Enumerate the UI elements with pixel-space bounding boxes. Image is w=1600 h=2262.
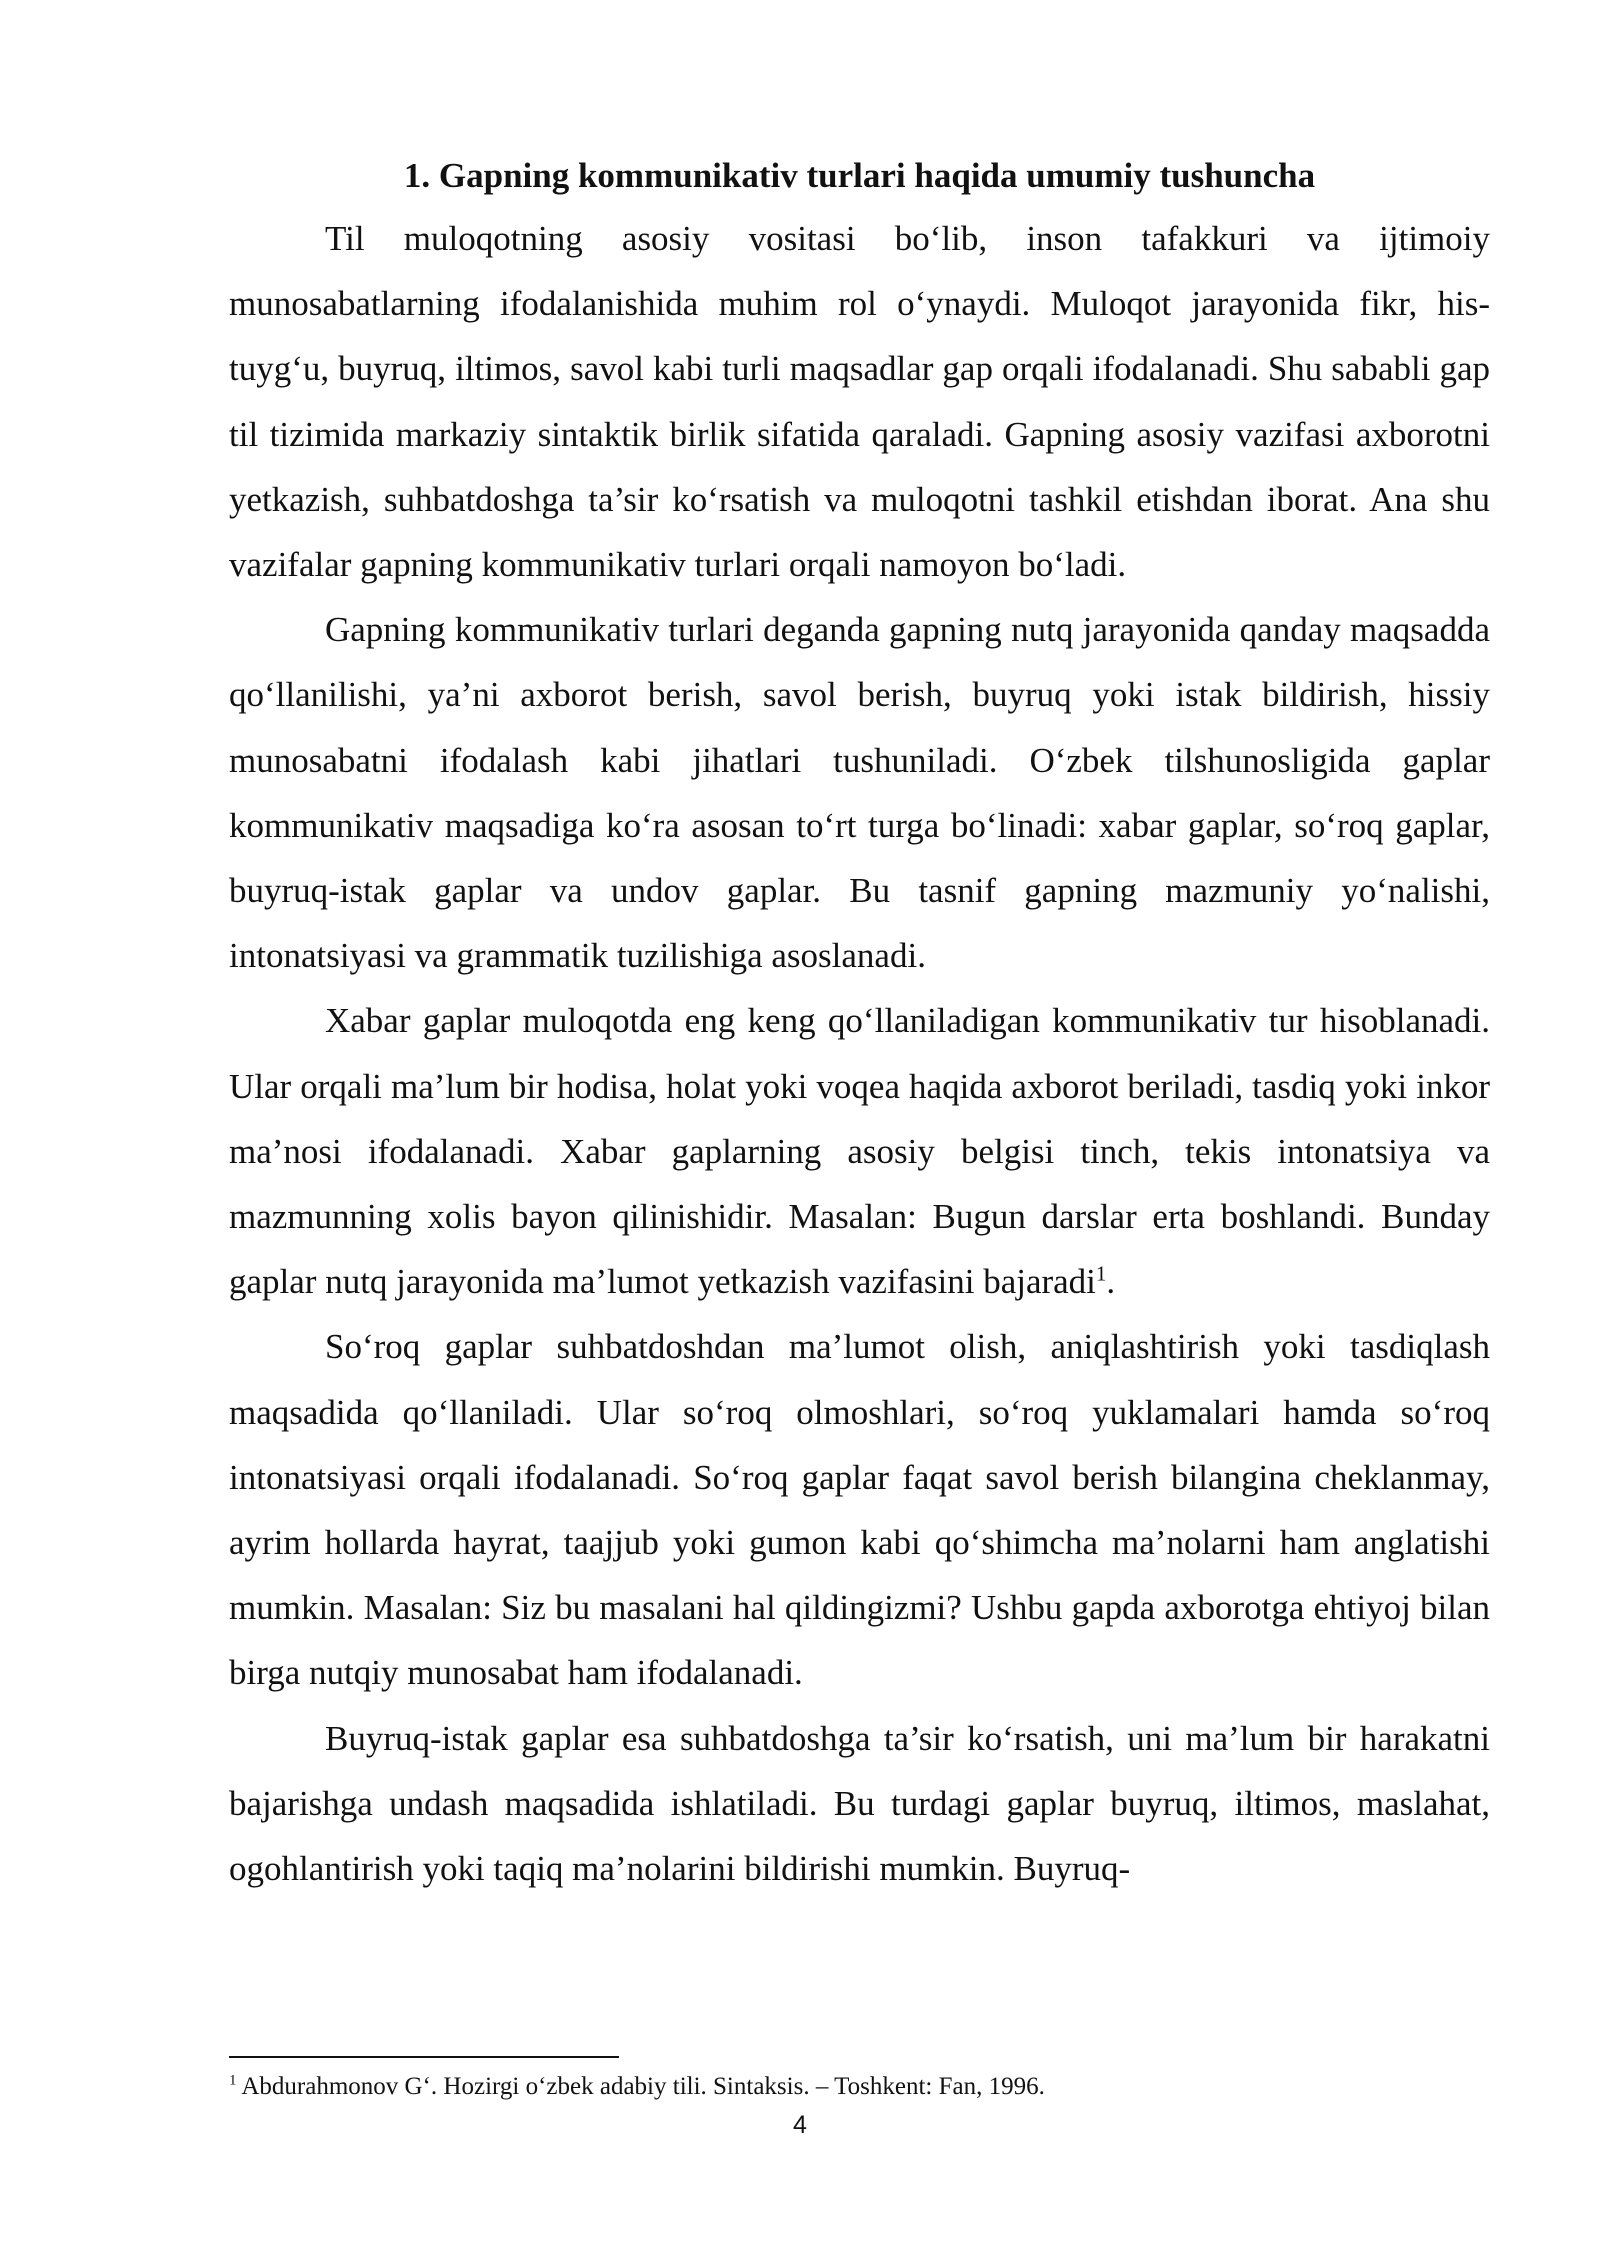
footnote-marker: 1 xyxy=(229,2072,237,2089)
paragraph-4: So‘roq gaplar suhbatdoshdan ma’lumot olish, aniqlashtirish yoki tasdiqlash maqsadida qo‘llaniladi. Ular so‘roq olmoshlari, so‘roq yuklamalari hamda so‘roq intonatsiyasi orqali ifodalanadi. So‘roq gaplar faqat savol berish bilangina cheklanmay, ayrim hollarda hayrat, taajjub yoki gumon kabi qo‘shimcha ma’nolarni ham anglatishi mumkin. Masalan: Siz bu masalani hal qildingizmi? Ushbu gapda axborotga ehtiyoj bilan birga nutqiy munosabat ham ifodalanadi. xyxy=(229,1327,1490,1693)
page-content xyxy=(229,150,1490,1901)
paragraph-2: Gapning kommunikativ turlari deganda gapning nutq jarayonida qanday maqsadda qo‘llanilishi, ya’ni axborot berish, savol berish, buyruq yoki istak bildirish, hissiy munosabatni ifodalash kabi jihatlari tushuniladi. O‘zbek tilshunosligida gaplar kommunikativ maqsadiga ko‘ra asosan to‘rt turga bo‘linadi: xabar gaplar, so‘roq gaplar, buyruq-istak gaplar va undov gaplar. Bu tasnif gapning mazmuniy yo‘nalishi, intonatsiyasi va grammatik tuzilishiga asoslanadi. xyxy=(229,610,1490,976)
footnote xyxy=(229,2070,1490,2104)
paragraph-3-tail: . xyxy=(1106,1262,1116,1302)
paragraph-1: Til muloqotning asosiy vositasi bo‘lib, inson tafakkuri va ijtimoiy munosabatlarning ifodalanishida muhim rol o‘ynaydi. Muloqot jarayonida fikr, his-tuyg‘u, buyruq, iltimos, savol kabi turli maqsadlar gap orqali ifodalanadi. Shu sababli gap til tizimida markaziy sintaktik birlik sifatida qaraladi. Gapning asosiy vazifasi axborotni yetkazish, suhbatdoshga ta’sir ko‘rsatish va muloqotni tashkil etishdan iborat. Ana shu vazifalar gapning kommunikativ turlari orqali namoyon bo‘ladi. xyxy=(229,219,1490,585)
section-heading: 1. Gapning kommunikativ turlari haqida umumiy tushuncha xyxy=(403,156,1316,195)
page-number: 4 xyxy=(793,2111,807,2139)
footnote-separator xyxy=(229,2056,619,2058)
paragraph-5: Buyruq-istak gaplar esa suhbatdoshga ta’sir ko‘rsatish, uni ma’lum bir harakatni bajarishga undash maqsadida ishlatiladi. Bu turdagi gaplar buyruq, iltimos, maslahat, ogohlantirish yoki taqiq ma’nolarini bildirishi mumkin. Buyruq- xyxy=(229,1718,1490,1889)
paragraph-3 xyxy=(229,988,1490,1314)
footnote-reference[interactable]: 1 xyxy=(1095,1261,1107,1286)
paragraph-3-text: Xabar gaplar muloqotda eng keng qo‘llaniladigan kommunikativ tur hisoblanadi. Ular orqali ma’lum bir hodisa, holat yoki voqea haqida axborot beriladi, tasdiq yoki inkor ma’nosi ifodalanadi. Xabar gaplarning asosiy belgisi tinch, tekis intonatsiya va mazmunning xolis bayon qilinishidir. Masalan: Bugun darslar erta boshlandi. Bunday gaplar nutq jarayonida ma’lumot yetkazish vazifasini bajaradi xyxy=(229,1001,1490,1302)
footnote-text: Abdurahmonov G‘. Hozirgi o‘zbek adabiy tili. Sintaksis. – Toshkent: Fan, 1996. xyxy=(236,2073,1045,2100)
